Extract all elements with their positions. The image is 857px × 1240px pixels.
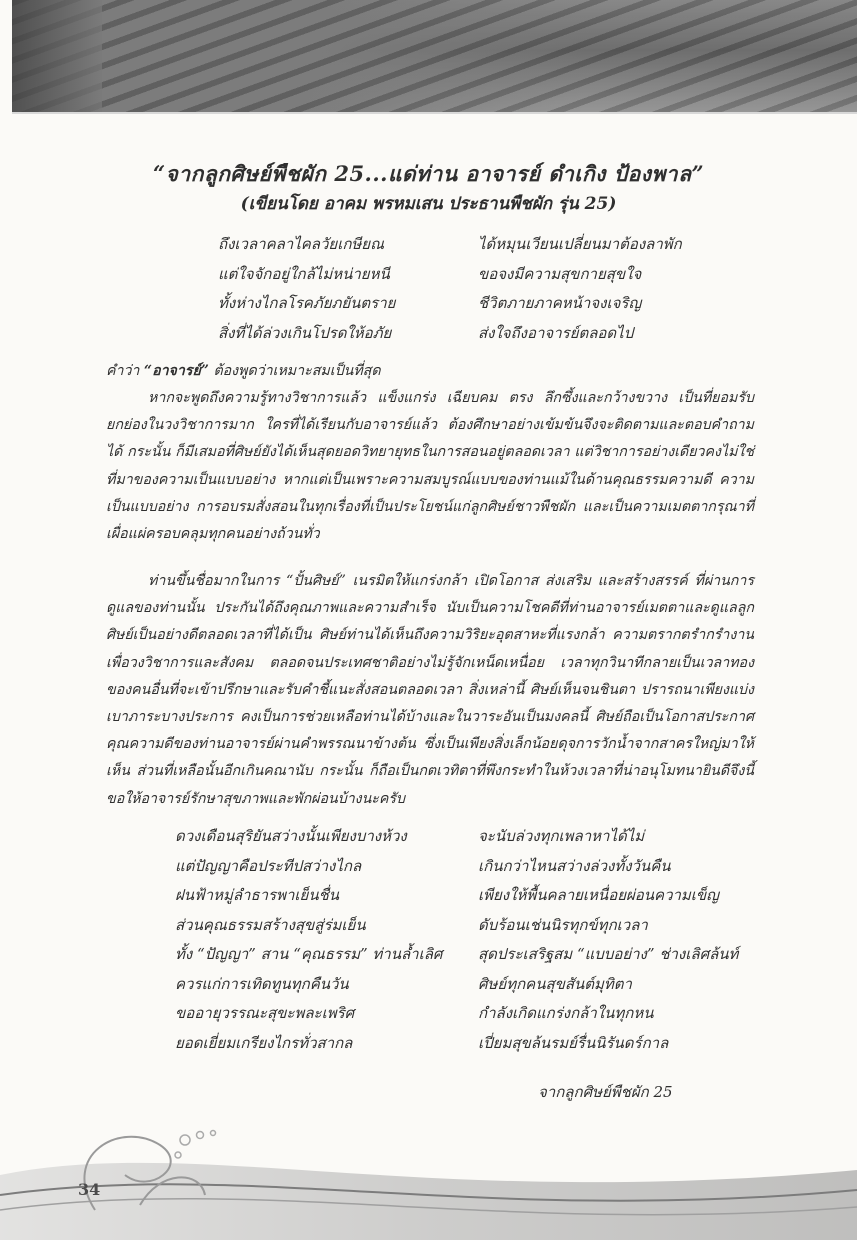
verse-line: แต่ปัญญาคือประทีปสว่างไกล [175, 856, 362, 875]
verse-line: ขออายุวรรณะสุขะพละเพริศ [175, 1004, 355, 1022]
verse-line: สุดประเสริฐสม “แบบอย่าง” ช่างเลิศล้นท์ [478, 945, 739, 963]
intro-line [106, 358, 754, 385]
verse-line: เพียงให้พื้นคลายเหนื่อยผ่อนความเข็ญ [478, 886, 719, 904]
verse1-right-column [478, 230, 682, 348]
verse-line: ควรแก่การเทิดทูนทุกคืนวัน [175, 974, 349, 993]
verse-line: เปี่ยมสุขล้นรมย์รื่นนิรันดร์กาล [478, 1033, 669, 1052]
signature: จากลูกศิษย์พืชผัก 25 [538, 1083, 673, 1101]
verse-line: ทั้งห่างไกลโรคภัยภยันตราย [218, 294, 396, 312]
verse1-left-column [218, 230, 395, 348]
intro-prefix: คำว่า [106, 363, 144, 379]
intro-keyword: “อาจารย์” [143, 363, 209, 379]
verse-line: ศิษย์ทุกคนสุขสันต์มุทิตา [478, 974, 632, 993]
header-field-photo [12, 0, 857, 114]
verse-line: จะนับล่วงทุกเพลาหาได้ไม่ [478, 827, 645, 845]
swirl-ornament [0, 1115, 857, 1240]
paragraph-mentorship: ท่านขึ้นชื่อมากในการ “ปั้นศิษย์” เนรมิตให้แกร่งกล้า เปิดโอกาส ส่งเสริม และสร้างสรรค์ ที่ผ่านการดูแลของท่านนั้น ประกันได้ถึงคุณภาพและความสำเร็จ นับเป็นความโชคดีที่ท่านอาจารย์เมตตาและดูแลลูกศิษย์เป็นอย่างดีตลอดเวลาที่ได้เป็น ศิษย์ท่านได้เห็นถึงความวิริยะอุตสาหะที่แรงกล้า ความตรากตรำกรำงานเพื่อวงวิชาการและสังคม ตลอดจนประเทศชาติอย่างไม่รู้จักเหน็ดเหนื่อย เวลาทุกวินาทีกลายเป็นเวลาทองของคนอื่นที่จะเข้าปรึกษาและรับคำชี้แนะสั่งสอนตลอดเวลา สิ่งเหล่านี้ ศิษย์เห็นจนชินตา ปรารถนาเพียงแบ่งเบาภาระบางประการ คงเป็นการช่วยเหลือท่านได้บ้างและในวาระอันเป็นมงคลนี้ ศิษย์ถือเป็นโอกาสประกาศคุณความดีของท่านอาจารย์ผ่านคำพรรณนาข้างต้น ซึ่งเป็นเพียงสิ่งเล็กน้อยดุจการวักน้ำจากสาครใหญ่มาให้เห็น ส่วนที่เหลือนั้นอีกเกินคณานับ กระนั้น ก็ถือเป็นกตเวทิตาที่พึงกระทำในห้วงเวลาที่น่าอนุโมทนายินดีจึงนี้ขอให้อาจารย์รักษาสุขภาพและพักผ่อนบ้างนะครับ [106, 573, 754, 807]
verse-line: ขอจงมีความสุขกายสุขใจ [478, 264, 642, 283]
article-title: “จากลูกศิษย์พืชผัก 25...แด่ท่าน อาจารย์ ดำเกิง ป้องพาล” [152, 161, 705, 186]
verse2-left-column [175, 822, 442, 1058]
verse-line: เกินกว่าไหนสว่างล่วงทั้งวันคืน [478, 856, 671, 875]
verse-line: ส่งใจถึงอาจารย์ตลอดไป [478, 323, 634, 342]
verse-line: แต่ใจจักอยู่ใกล้ไม่หน่ายหนี [218, 264, 390, 283]
paragraph-academic: หากจะพูดถึงความรู้ทางวิชาการแล้ว แข็งแกร่ง เฉียบคม ตรง ลึกซึ้งและกว้างขวาง เป็นที่ยอมรับยกย่องในวงวิชาการมาก ใครที่ได้เรียนกับอาจารย์แล้ว ต้องศึกษาอย่างเข้มข้นจึงจะติดตามและตอบคำถามได้ กระนั้น ก็มีเสมอที่ศิษย์ยังได้เห็นสุดยอดวิทยายุทธในการสอนอยู่ตลอดเวลา แต่วิชาการอย่างเดียวคงไม่ใช่ที่มาของความเป็นแบบอย่าง หากแต่เป็นเพราะความสมบูรณ์แบบของท่านแม้ในด้านคุณธรรมความดี ความเป็นแบบอย่าง การอบรมสั่งสอนในทุกเรื่องที่เป็นประโยชน์แก่ลูกศิษย์ชาวพืชผัก และเป็นความเมตตากรุณาที่เผื่อแผ่ครอบคลุมทุกคนอย่างถ้วนทั่ว [106, 390, 754, 543]
verse-line: ฝนฟ้าหมู่ลำธารพาเย็นชื่น [175, 886, 340, 904]
article-byline: (เขียนโดย อาคม พรหมเสน ประธานพืชผัก รุ่น 25) [240, 194, 617, 214]
page-number: 34 [78, 1180, 101, 1199]
banana-plant-silhouette [12, 0, 102, 112]
verse-line: ถึงเวลาคลาไคลวัยเกษียณ [218, 235, 385, 253]
intro-suffix: ต้องพูดว่าเหมาะสมเป็นที่สุด [208, 363, 381, 379]
verse-line: ได้หมุนเวียนเปลี่ยนมาต้องลาพัก [478, 235, 682, 253]
verse-line: สิ่งที่ได้ล่วงเกินโปรดให้อภัย [218, 323, 392, 342]
verse-line: ชีวิตภายภาคหน้าจงเจริญ [478, 294, 642, 312]
verse-line: กำลังเกิดแกร่งกล้าในทุกหน [478, 1004, 654, 1022]
verse2-right-column [478, 822, 738, 1058]
verse-line: ทั้ง “ปัญญา” สาน “คุณธรรม” ท่านล้ำเลิศ [175, 945, 443, 963]
verse-line: ส่วนคุณธรรมสร้างสุขสู่ร่มเย็น [175, 915, 366, 934]
footer-decoration [0, 1115, 857, 1240]
verse-line: ดวงเดือนสุริยันสว่างนั้นเพียงบางห้วง [175, 827, 407, 845]
verse-line: ยอดเยี่ยมเกรียงไกรทั่วสากล [175, 1033, 353, 1052]
verse-line: ดับร้อนเช่นนิรทุกข์ทุกเวลา [478, 915, 648, 934]
